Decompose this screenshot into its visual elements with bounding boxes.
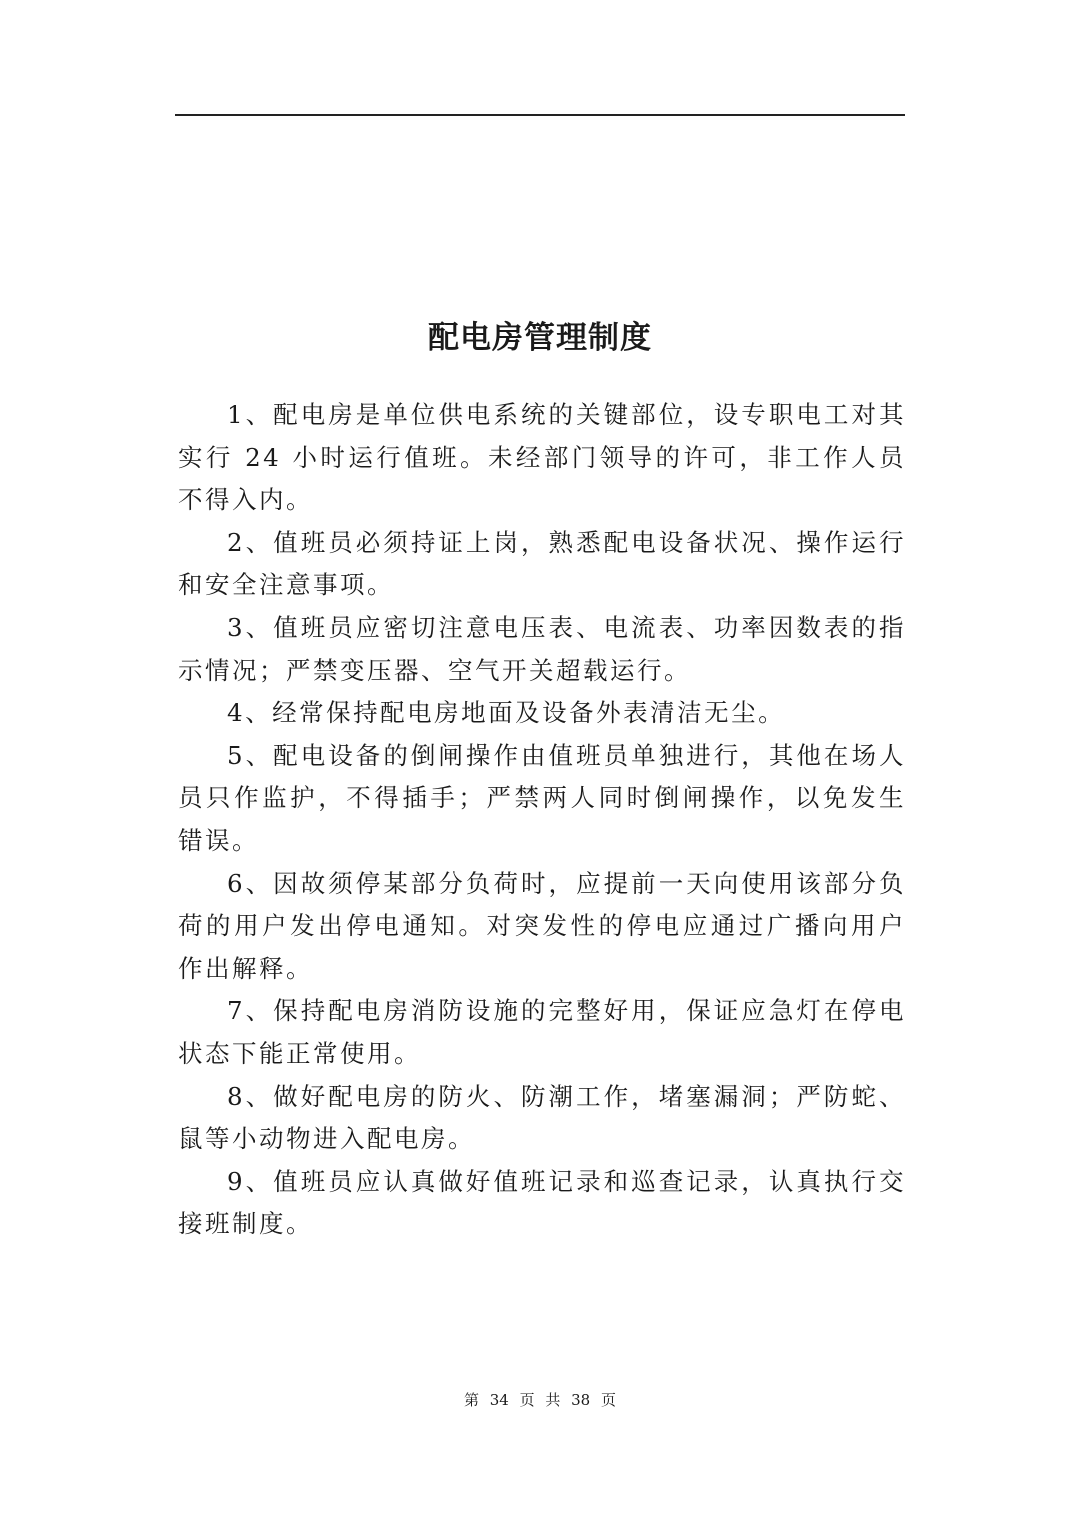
header-rule: [175, 114, 905, 116]
clause-list: [178, 394, 906, 1246]
page-number: 第 34 页 共 38 页: [463, 1391, 616, 1409]
clause-4: 4、经常保持配电房地面及设备外表清洁无尘。: [227, 698, 786, 728]
clause-9: 9、值班员应认真做好值班记录和巡查记录，认真执行交接班制度。: [178, 1166, 906, 1239]
clause-6: 6、因故须停某部分负荷时，应提前一天向使用该部分负荷的用户发出停电通知。对突发性的停电应通过广播向用户作出解释。: [178, 868, 906, 983]
clause-8: 8、做好配电房的防火、防潮工作，堵塞漏洞；严防蛇、鼠等小动物进入配电房。: [178, 1081, 906, 1154]
clause-2: 2、值班员必须持证上岗，熟悉配电设备状况、操作运行和安全注意事项。: [178, 527, 906, 600]
clause-1: 1、配电房是单位供电系统的关键部位，设专职电工对其实行 24 小时运行值班。未经部门领导的许可，非工作人员不得入内。: [178, 400, 906, 515]
document-title: 配电房管理制度: [428, 320, 652, 356]
clause-3: 3、值班员应密切注意电压表、电流表、功率因数表的指示情况；严禁变压器、空气开关超载运行。: [178, 612, 906, 685]
clause-7: 7、保持配电房消防设施的完整好用，保证应急灯在停电状态下能正常使用。: [178, 996, 906, 1068]
clause-5: 5、配电设备的倒闸操作由值班员单独进行，其他在场人员只作监护，不得插手；严禁两人同时倒闸操作，以免发生错误。: [178, 740, 906, 855]
